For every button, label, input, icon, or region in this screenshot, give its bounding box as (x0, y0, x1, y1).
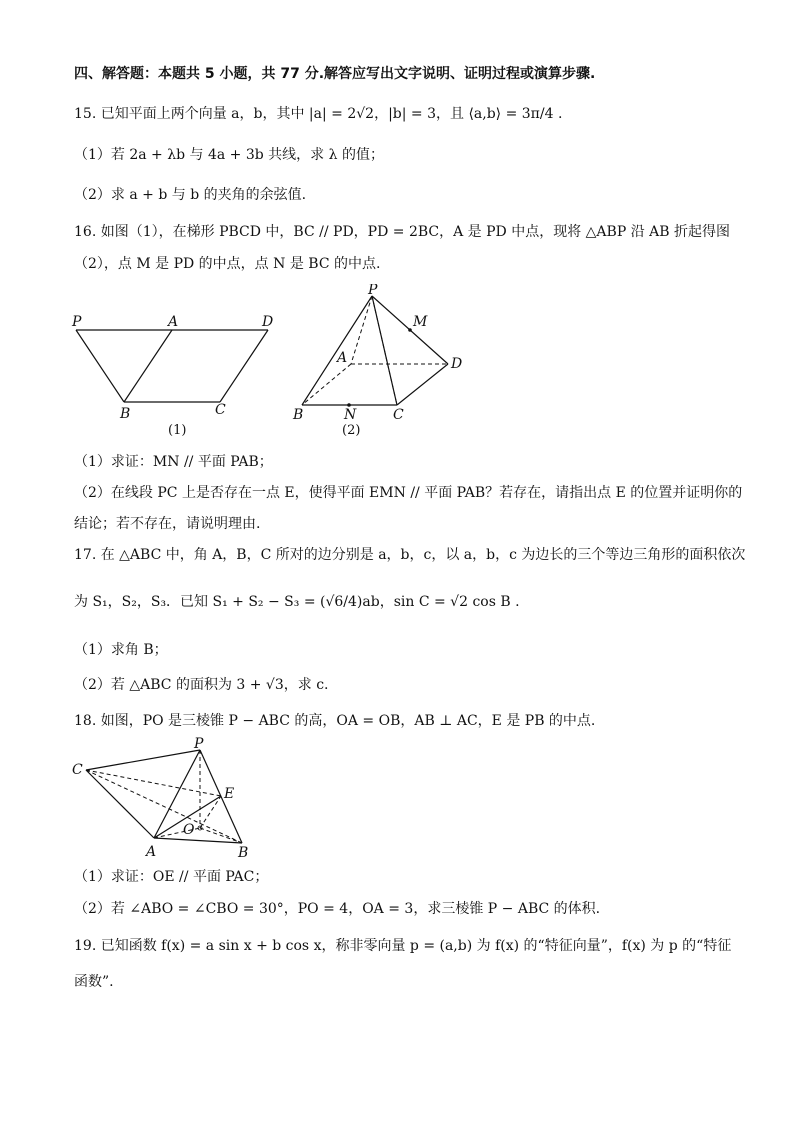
fig1-label-B: B (120, 406, 131, 422)
problem-15-part-1: （1）若 2a + λb 与 4a + 3b 共线，求 λ 的值； (74, 147, 384, 163)
fig3-label-A: A (146, 844, 157, 860)
problem-18-part-2: （2）若 ∠ABO = ∠CBO = 30°，PO = 4，OA = 3，求三棱锥 P − ABC 的体积. (74, 901, 601, 917)
fig2-caption: (2) (342, 423, 361, 438)
problem-16-part-2-line-2: 结论；若不存在，请说明理由. (74, 516, 261, 532)
problem-17-part-1: （1）求角 B； (74, 642, 168, 658)
problem-16-stem-line-2: （2），点 M 是 PD 的中点，点 N 是 BC 的中点. (74, 256, 381, 272)
problem-18-part-1: （1）求证：OE // 平面 PAC； (74, 869, 269, 885)
figure-3-triangular-pyramid (66, 734, 266, 862)
fig1-label-D: D (262, 314, 274, 330)
fig3-label-C: C (72, 762, 83, 778)
problem-15-part-2: （2）求 a + b 与 b 的夹角的余弦值. (74, 187, 307, 203)
problem-19-stem-line-2: 函数”. (74, 974, 114, 990)
fig1-label-A: A (168, 314, 179, 330)
problem-16-stem-line-1: 16. 如图（1），在梯形 PBCD 中，BC // PD，PD = 2BC，A 是 PD 中点，现将 △ABP 沿 AB 折起得图 (74, 224, 730, 240)
fig2-label-M: M (413, 314, 428, 330)
fig1-label-P: P (72, 314, 82, 330)
fig2-label-D: D (451, 356, 463, 372)
fig2-label-N: N (344, 407, 357, 423)
fig3-label-B: B (238, 845, 249, 861)
problem-16-part-2-line-1: （2）在线段 PC 上是否存在一点 E，使得平面 EMN // 平面 PAB？若存在，请指出点 E 的位置并证明你的 (74, 485, 743, 501)
problem-19-stem-line-1: 19. 已知函数 f(x) = a sin x + b cos x，称非零向量 p = (a,b) 为 f(x) 的“特征向量”，f(x) 为 p 的“特征 (74, 938, 732, 954)
section-heading: 四、解答题：本题共 5 小题，共 77 分.解答应写出文字说明、证明过程或演算步骤. (74, 66, 596, 82)
figure-1-trapezoid (64, 308, 294, 440)
fig3-label-E: E (224, 786, 235, 802)
fig2-label-C: C (393, 407, 404, 423)
fig1-label-C: C (215, 402, 226, 418)
problem-17-stem-line-2: 为 S₁，S₂，S₃．已知 S₁ + S₂ − S₃ = (√6/4)ab，sin C = √2 cos B . (74, 594, 520, 610)
fig1-caption: (1) (168, 423, 187, 438)
problem-17-stem-line-1: 17. 在 △ABC 中，角 A，B，C 所对的边分别是 a，b，c，以 a，b，c 为边长的三个等边三角形的面积依次 (74, 547, 746, 563)
figure-2-pyramid (288, 284, 468, 440)
problem-16-part-1: （1）求证：MN // 平面 PAB； (74, 454, 273, 470)
fig3-label-O: O (183, 822, 195, 838)
problem-15-stem: 15. 已知平面上两个向量 a，b，其中 |a| = 2√2，|b| = 3，且 ⟨a,b⟩ = 3π/4 . (74, 106, 563, 122)
fig2-label-P: P (368, 284, 378, 298)
problem-18-stem: 18. 如图，PO 是三棱锥 P − ABC 的高，OA = OB，AB ⊥ AC，E 是 PB 的中点. (74, 713, 596, 729)
fig2-label-A: A (337, 350, 348, 366)
fig2-label-B: B (293, 407, 304, 423)
fig3-label-P: P (194, 736, 204, 752)
problem-17-part-2: （2）若 △ABC 的面积为 3 + √3，求 c. (74, 677, 329, 693)
